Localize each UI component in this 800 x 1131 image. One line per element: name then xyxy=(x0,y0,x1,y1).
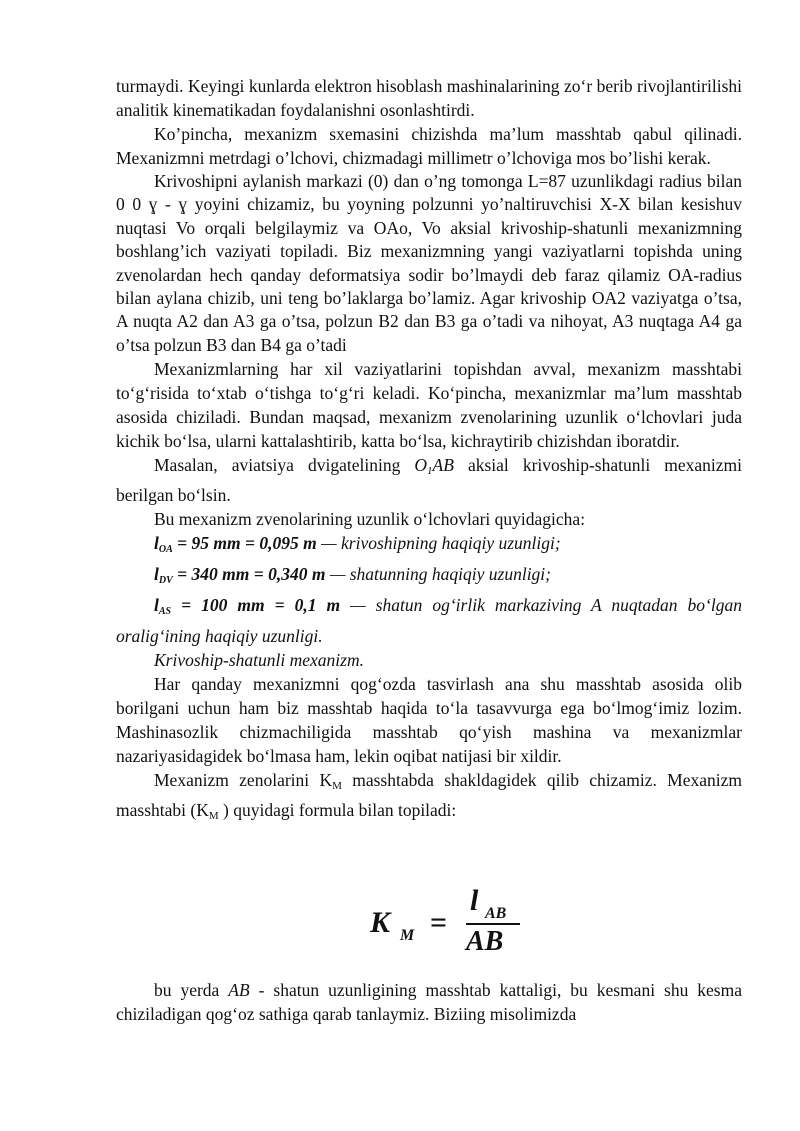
definition-oa: lOA = 95 mm = 0,095 m — krivoshipning haqiqiy uzunligi; xyxy=(154,533,561,556)
caption: Krivoship-shatunli mexanizm. xyxy=(154,650,364,671)
formula-numerator: l xyxy=(470,888,479,917)
definition-as: lAS = 100 mm = 0,1 m — shatun og‘irlik markaziving A nuqtadan bo‘lgan oralig‘ining haqiqiy uzunligi. xyxy=(116,595,742,647)
formula-numerator-sub: AB xyxy=(485,905,507,922)
scale-formula xyxy=(370,888,530,952)
formula-lhs: K xyxy=(370,906,391,939)
formula-equals: = xyxy=(430,906,448,939)
formula-lhs-sub: M xyxy=(400,927,415,944)
paragraph-1: turmaydi. Keyingi kunlarda elektron hisoblash mashinalarining zo‘r berib rivojlantirilishi analitik kinematikadan foydalanishni osonlashtirdi. xyxy=(116,76,742,120)
paragraph-4: Mexanizmlarning har xil vaziyatlarini topishdan avval, mexanizm masshtabi to‘g‘risida to‘xtab o‘tishga to‘g‘ri keladi. Ko‘pincha, mexanizmlar ma’lum masshtab asosida chiziladi. Bundan maqsad, mexanizm zvenolarining uzunlik o‘lchovlari juda kichik bo‘lsa, ularni kattalashtirib, katta bo‘lsa, kichraytirib chizishdan iboratdir. xyxy=(116,359,742,452)
paragraph-9: Mexanizm zenolarini $K_M$ masshtabda shakldagidek qilib chizamiz. Mexanizm masshtabi ($K_M$ ) quyidagi formula bilan topiladi: xyxy=(116,770,742,823)
paragraph-2: Ko’pincha, mexanizm sxemasini chizishda ma’lum masshtab qabul qilinadi. Mexanizmni metrdagi o’lchovi, chizmadagi millimetr o’lchoviga mos bo’lishi kerak. xyxy=(116,124,742,168)
body-text xyxy=(116,74,742,828)
paragraph-5: Masalan, aviatsiya dvigatelining $O_1AB$ aksial krivoship-shatunli mexanizmi berilgan bo‘lsin. xyxy=(116,455,742,506)
body-text-end xyxy=(116,978,742,1026)
paragraph-8: Har qanday mexanizmni qog‘ozda tasvirlash ana shu masshtab asosida olib borilgani uchun ham biz masshtab haqida to‘la tasavvurga ega bo‘lmog‘imiz lozim. Mashinasozlik chizmachiligida masshtab qo‘yish mashina va mexanizmlar nazariyasidagidek bo‘lmasa ham, lekin oqibat natijasi bir xildir. xyxy=(116,674,742,767)
paragraph-6: Bu mexanizm zvenolarining uzunlik o‘lchovlari quyidagicha: xyxy=(154,509,586,530)
definition-dv: lDV = 340 mm = 0,340 m — shatunning haqiqiy uzunligi; xyxy=(154,564,551,587)
paragraph-10: bu yerda AB - shatun uzunligining masshtab kattaligi, bu kesmani shu kesma chiziladigan qog‘oz sathiga qarab tanlaymiz. Biziing misolimizda xyxy=(116,980,742,1024)
paragraph-3: Krivoshipni aylanish markazi (0) dan o’ng tomonga L=87 uzunlikdagi radius bilan 0 0 ɣ - ɣ yoyini chizamiz, bu yoyning polzunni yo’naltiruvchisi X-X bilan kesishuv nuqtasi Vo orqali belgilaymiz va OAo, Vo aksial krivoship-shatunli mexanizmning boshlang’ich vaziyati topiladi. Biz mexanizmning yangi vaziyatlarni topishda uning zvenolardan hech qanday deformatsiya sodir bo’lmaydi deb faraz qilamiz OA-radius bilan aylana chizib, uni teng bo’laklarga bo’lamiz. Agar krivoship OA2 vaziyatga o’tsa, A nuqta A2 dan A3 ga o’tsa, polzun B2 dan B3 ga o’tadi va nihoyat, A3 nuqtaga A4 ga o’tsa polzun B3 dan B4 ga o’tadi xyxy=(116,171,742,355)
formula-denominator: AB xyxy=(466,926,504,952)
